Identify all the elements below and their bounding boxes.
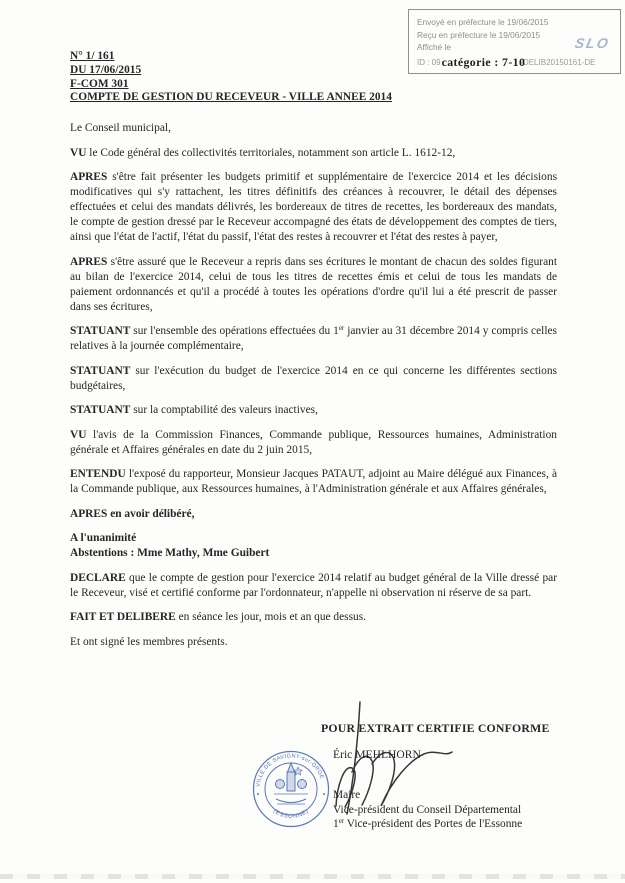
text-segment: VU bbox=[70, 428, 87, 441]
text-segment: que le compte de gestion pour l'exercice 2014 relatif au budget général de la Ville dressé par le Receveur, visé et certifié conforme par l'ordonnateur, n'appelle ni observation ni réserve de sa part. bbox=[70, 571, 557, 599]
seal-bottom-text: (ESSONNE) bbox=[271, 808, 311, 820]
document-body bbox=[70, 50, 557, 659]
deliberation-code: F-COM 301 bbox=[70, 77, 129, 90]
paragraph-apres-2 bbox=[70, 255, 557, 315]
seal-separator-dot-left bbox=[257, 793, 259, 795]
id-suffix: -DELIB20150161-DE bbox=[520, 57, 596, 67]
paragraph-signed-members bbox=[70, 635, 557, 650]
text-segment: s'être assuré que le Receveur a repris dans ses écritures le montant de chacun des soldes figurant au bilan de l'exercice 2014, celui de tous les titres de recettes émis et celui de tous les mandats de paiement ordonnancés et qu'il a procédé à toutes les opérations d'ordre qu'il lui a été prescrit de passer dans ses écritures, bbox=[70, 255, 557, 313]
text-segment: er bbox=[338, 817, 345, 826]
paragraph-vote-result bbox=[70, 531, 557, 561]
seal-bottom-text-holder bbox=[272, 808, 311, 819]
text-segment: Et ont signé les membres présents. bbox=[70, 635, 228, 648]
category-stamp-overlay: catégorie : 7-10 bbox=[441, 54, 526, 69]
text-segment: sur l'exécution du budget de l'exercice 2014 en ce qui concerne les différentes sections budgétaires, bbox=[70, 364, 557, 392]
text-segment: Maire bbox=[333, 789, 361, 801]
paragraph-entendu bbox=[70, 467, 557, 497]
seal-crest-icon bbox=[274, 763, 308, 804]
text-segment: l'avis de la Commission Finances, Commande publique, Ressources humaines, Administration générale et Affaires générales en date du 2 juin 2015, bbox=[70, 428, 557, 456]
paragraph-vu-code bbox=[70, 146, 557, 161]
seal-top-text: VILLE DE SAVIGNY-sur-ORGE bbox=[255, 753, 325, 788]
text-segment: sur l'ensemble des opérations effectuées du 1 bbox=[130, 325, 339, 338]
paragraph-vu-avis bbox=[70, 428, 557, 458]
stamp-sent-line: Envoyé en préfecture le 19/06/2015 bbox=[417, 17, 549, 27]
id-prefix: ID : 09 bbox=[417, 57, 441, 67]
text-segment: APRES en avoir délibéré, bbox=[70, 507, 195, 520]
paragraph-fait-delibere bbox=[70, 610, 557, 625]
text-segment: le Code général des collectivités territoriales, notamment son article L. 1612-12, bbox=[86, 146, 456, 159]
paragraph-statuant-3 bbox=[70, 403, 557, 418]
text-segment: Abstentions : Mme Mathy, Mme Guibert bbox=[70, 547, 270, 560]
certify-conform-line: POUR EXTRAIT CERTIFIE CONFORME bbox=[321, 721, 550, 735]
text-segment: STATUANT bbox=[70, 364, 131, 377]
text-segment: ENTENDU bbox=[70, 468, 126, 481]
text-segment: VU bbox=[70, 146, 87, 159]
document-title: COMPTE DE GESTION DU RECEVEUR - VILLE ANNEE 2014 bbox=[70, 91, 392, 104]
text-segment: STATUANT bbox=[70, 325, 131, 338]
text-segment: APRES bbox=[70, 255, 108, 268]
text-segment: Le Conseil municipal, bbox=[70, 122, 171, 135]
handwritten-signature bbox=[325, 695, 465, 825]
paragraph-conseil bbox=[70, 121, 557, 136]
text-segment: FAIT ET DELIBERE bbox=[70, 611, 176, 624]
text-segment: 1 bbox=[333, 818, 339, 831]
text-segment: A l'unanimité bbox=[70, 532, 137, 545]
text-segment: APRES bbox=[70, 171, 108, 184]
deliberation-number: N° 1/ 161 bbox=[70, 50, 115, 62]
scan-artifact-band bbox=[0, 874, 625, 879]
posted-label: Affiché le bbox=[417, 42, 451, 52]
paragraph-declare bbox=[70, 571, 557, 601]
paragraph-apres-delibere bbox=[70, 507, 557, 522]
text-segment: s'être fait présenter les budgets primitif et supplémentaire de l'exercice 2014 et les décisions modificatives qui s'y rattachent, les titres définitifs des créances à recouvrer, le détail des dépenses effectuées et celui des mandats délivrés, les bordereaux de titres de recettes, les bordereaux des mandats, le compte de gestion dressé par le Receveur accompagné des états de développement des comptes de tiers, ainsi que l'état de l'actif, l'état du passif, l'état des restes à recouvrer et l'état des restes à payer, bbox=[70, 171, 557, 244]
text-segment: DECLARE bbox=[70, 571, 126, 584]
paragraph-statuant-1 bbox=[70, 324, 557, 354]
signer-name: Éric MEHLHORN bbox=[333, 748, 421, 761]
text-segment: sur la comptabilité des valeurs inactives, bbox=[130, 404, 318, 417]
text-segment: janvier au 31 décembre 2014 y compris celles relatives à la journée complémentaire, bbox=[70, 325, 557, 353]
header-spacer bbox=[70, 105, 557, 121]
text-segment: er bbox=[338, 324, 345, 333]
text-segment: STATUANT bbox=[70, 404, 131, 417]
text-segment: Vice-président du Conseil Départemental bbox=[333, 803, 522, 816]
paragraph-statuant-2 bbox=[70, 364, 557, 394]
text-segment: Vice-président des Portes de l'Essonne bbox=[344, 818, 523, 831]
slo-platform-logo: SLO bbox=[573, 35, 612, 51]
municipal-seal-stamp bbox=[249, 747, 333, 831]
text-segment: l'exposé du rapporteur, Monsieur Jacques PATAUT, adjoint au Maire délégué aux Finances, à la Commande publique, aux Ressources humaines, à l'Administration générale et aux Affaires générales, bbox=[70, 468, 557, 496]
stamp-received-line: Reçu en préfecture le 19/06/2015 bbox=[417, 29, 541, 40]
paragraph-apres-1 bbox=[70, 170, 557, 245]
deliberation-date: DU 17/06/2015 bbox=[70, 63, 142, 76]
text-segment: en séance les jour, mois et an que dessus. bbox=[175, 611, 367, 624]
